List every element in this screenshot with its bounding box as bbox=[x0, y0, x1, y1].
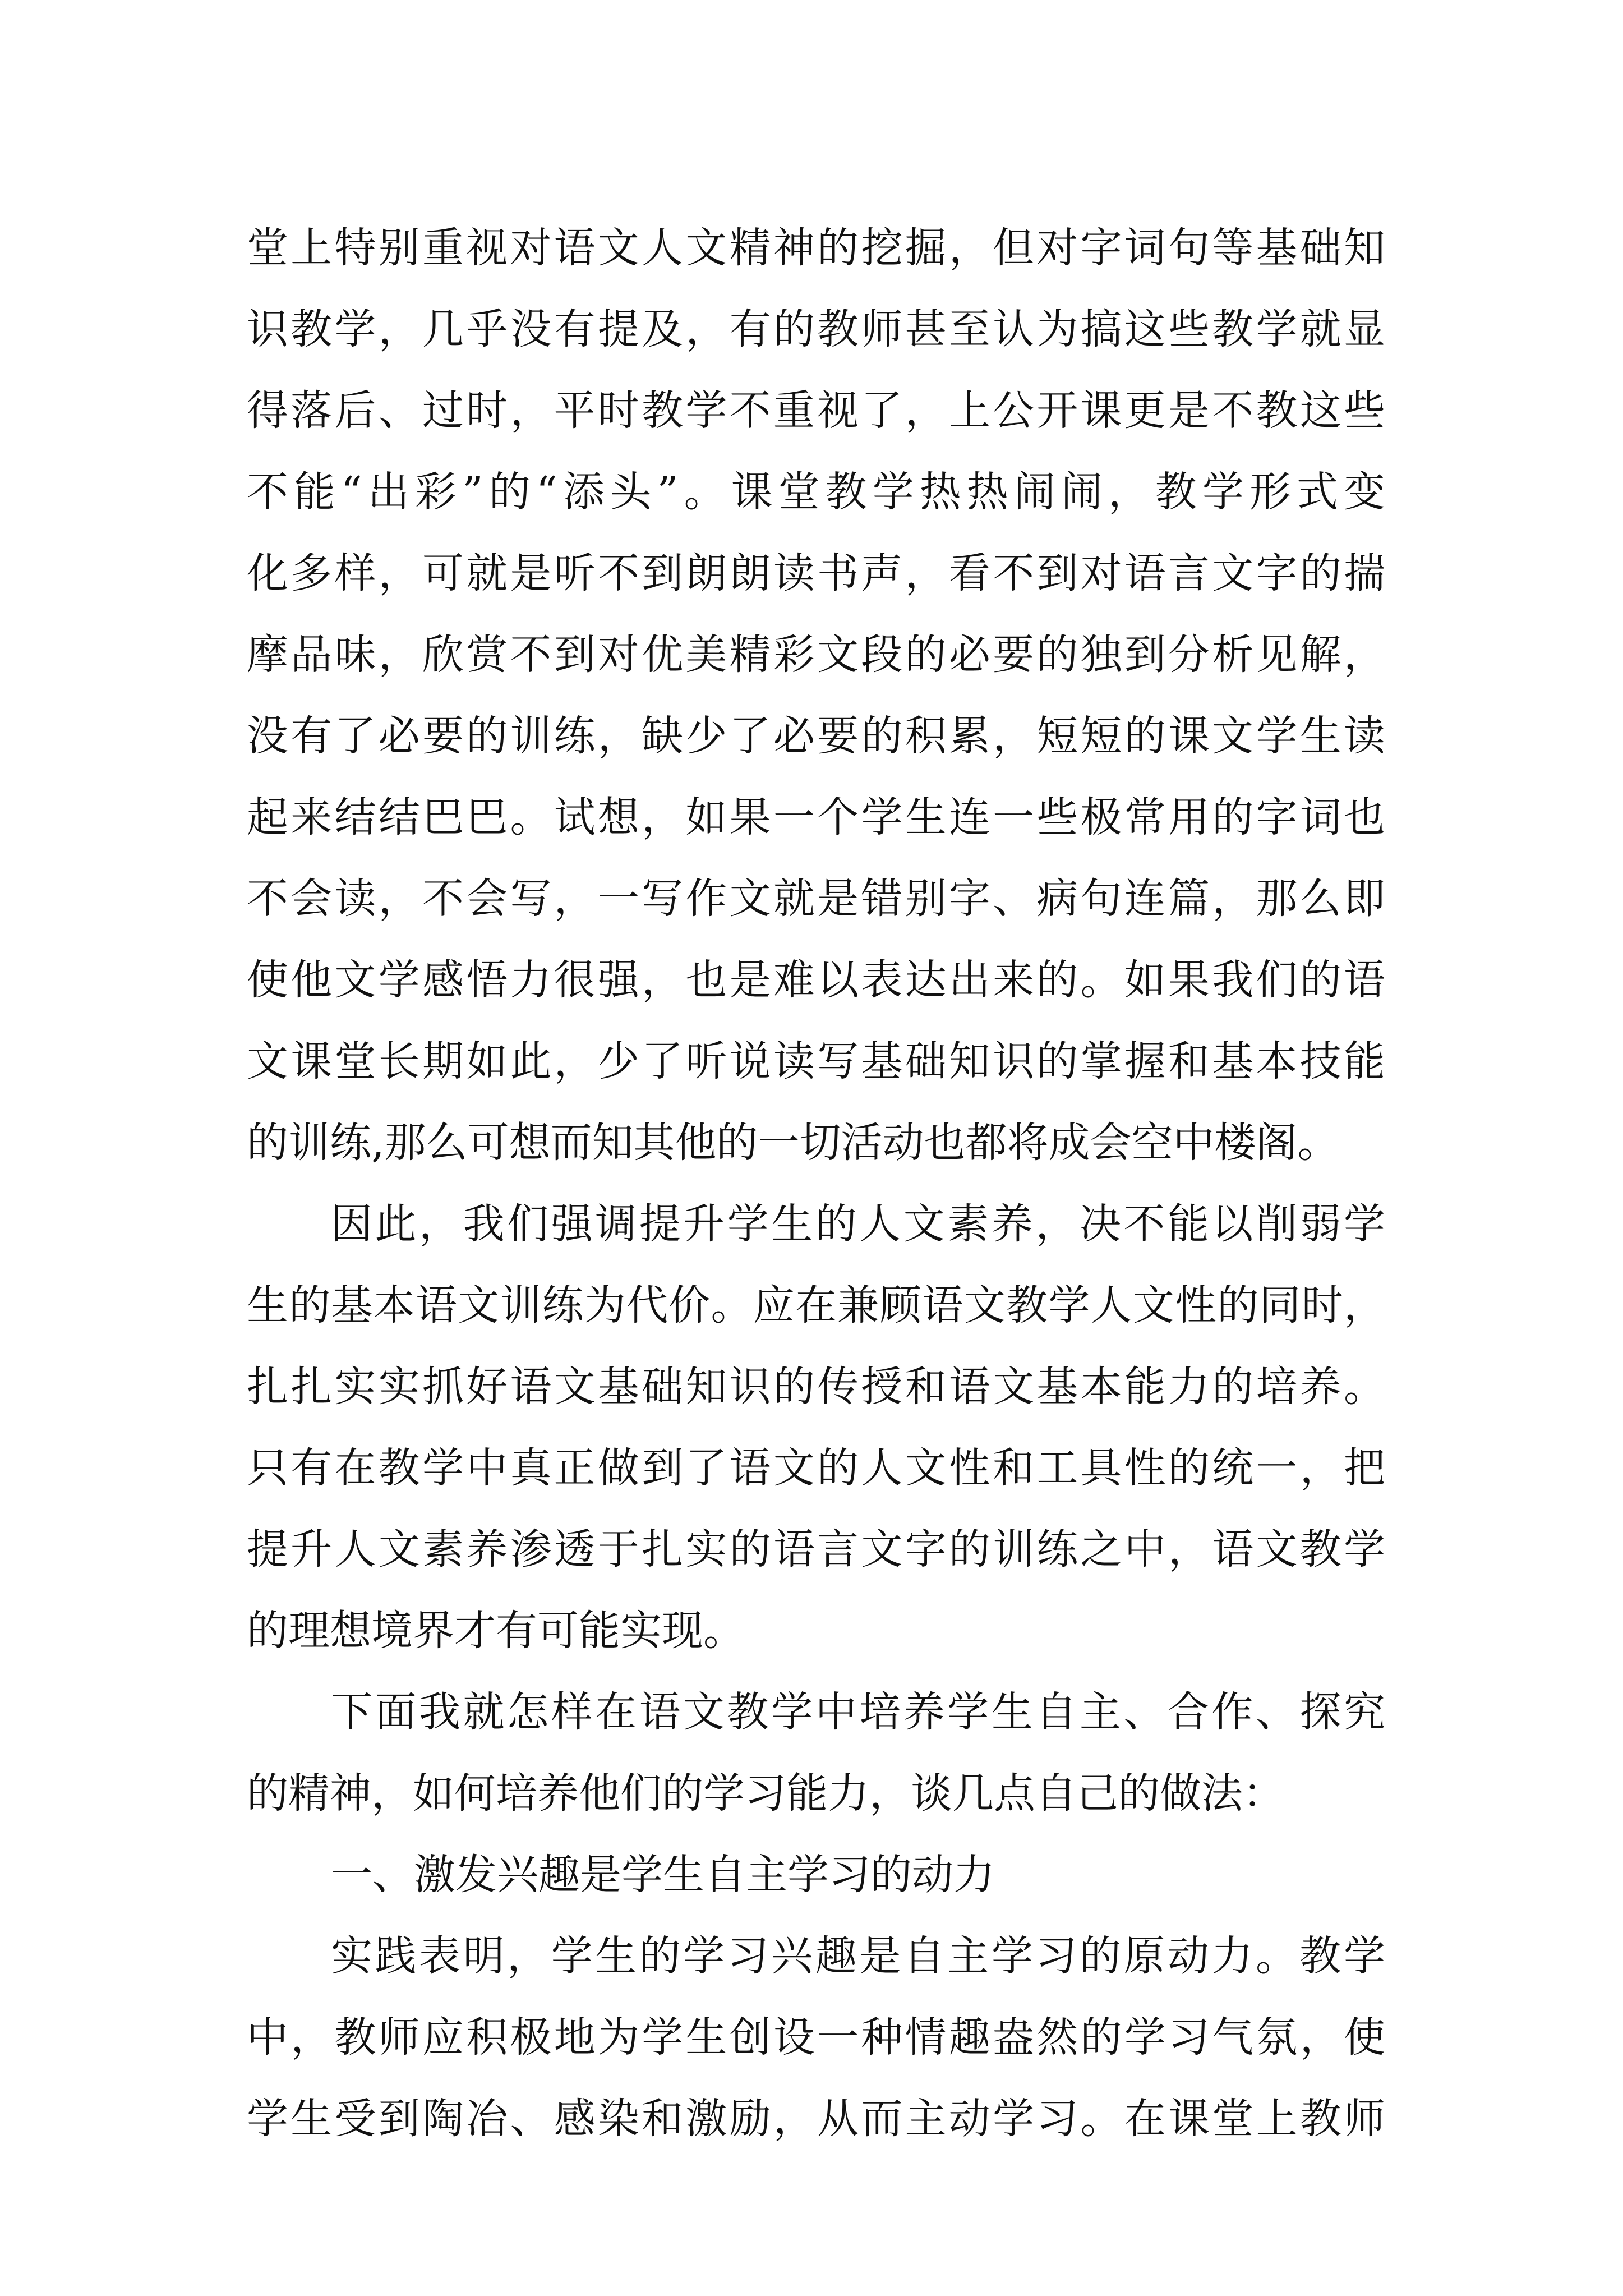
text-line: 生的基本语文训练为代价。应在兼顾语文教学人文性的同时， bbox=[247, 1281, 1385, 1329]
text-line: 识教学，几乎没有提及，有的教师甚至认为搞这些教学就显 bbox=[247, 305, 1385, 353]
text-line: 使他文学感悟力很强，也是难以表达出来的。如果我们的语 bbox=[247, 956, 1385, 1004]
text-line: 堂上特别重视对语文人文精神的挖掘，但对字词句等基础知 bbox=[247, 224, 1385, 272]
text-line: 中，教师应积极地为学生创设一种情趣盎然的学习气氛，使 bbox=[247, 2013, 1385, 2062]
text-line: 不会读，不会写，一写作文就是错别字、病句连篇，那么即 bbox=[247, 875, 1385, 923]
text-line: 只有在教学中真正做到了语文的人文性和工具性的统一，把 bbox=[247, 1444, 1385, 1492]
text-line: 得落后、过时，平时教学不重视了，上公开课更是不教这些 bbox=[247, 386, 1385, 435]
text-line: 化多样，可就是听不到朗朗读书声，看不到对语言文字的揣 bbox=[247, 549, 1385, 597]
text-line: 实践表明，学生的学习兴趣是自主学习的原动力。教学 bbox=[331, 1932, 1385, 1980]
text-line: 的训练,那么可想而知其他的一切活动也都将成会空中楼阁。 bbox=[247, 1119, 1339, 1167]
text-line: 没有了必要的训练，缺少了必要的积累，短短的课文学生读 bbox=[247, 712, 1385, 760]
text-line: 文课堂长期如此，少了听说读写基础知识的掌握和基本技能 bbox=[247, 1037, 1385, 1085]
text-line: 下面我就怎样在语文教学中培养学生自主、合作、探究 bbox=[331, 1688, 1385, 1736]
text-line: 摩品味，欣赏不到对优美精彩文段的必要的独到分析见解， bbox=[247, 631, 1385, 679]
text-line: 学生受到陶冶、感染和激励，从而主动学习。在课堂上教师 bbox=[247, 2095, 1385, 2143]
text-line: 一、激发兴趣是学生自主学习的动力 bbox=[331, 1851, 995, 1899]
text-line: 起来结结巴巴。试想，如果一个学生连一些极常用的字词也 bbox=[247, 793, 1385, 841]
text-line: 扎扎实实抓好语文基础知识的传授和语文基本能力的培养。 bbox=[247, 1363, 1385, 1411]
text-line: 不能“出彩”的“添头”。课堂教学热热闹闹，教学形式变 bbox=[247, 468, 1385, 516]
document-body bbox=[247, 208, 1385, 2160]
text-line: 的精神，如何培养他们的学习能力，谈几点自己的做法： bbox=[247, 1769, 1284, 1818]
text-line: 提升人文素养渗透于扎实的语言文字的训练之中，语文教学 bbox=[247, 1525, 1385, 1573]
text-line: 的理想境界才有可能实现。 bbox=[247, 1607, 745, 1655]
text-line: 因此，我们强调提升学生的人文素养，决不能以削弱学 bbox=[331, 1200, 1385, 1248]
